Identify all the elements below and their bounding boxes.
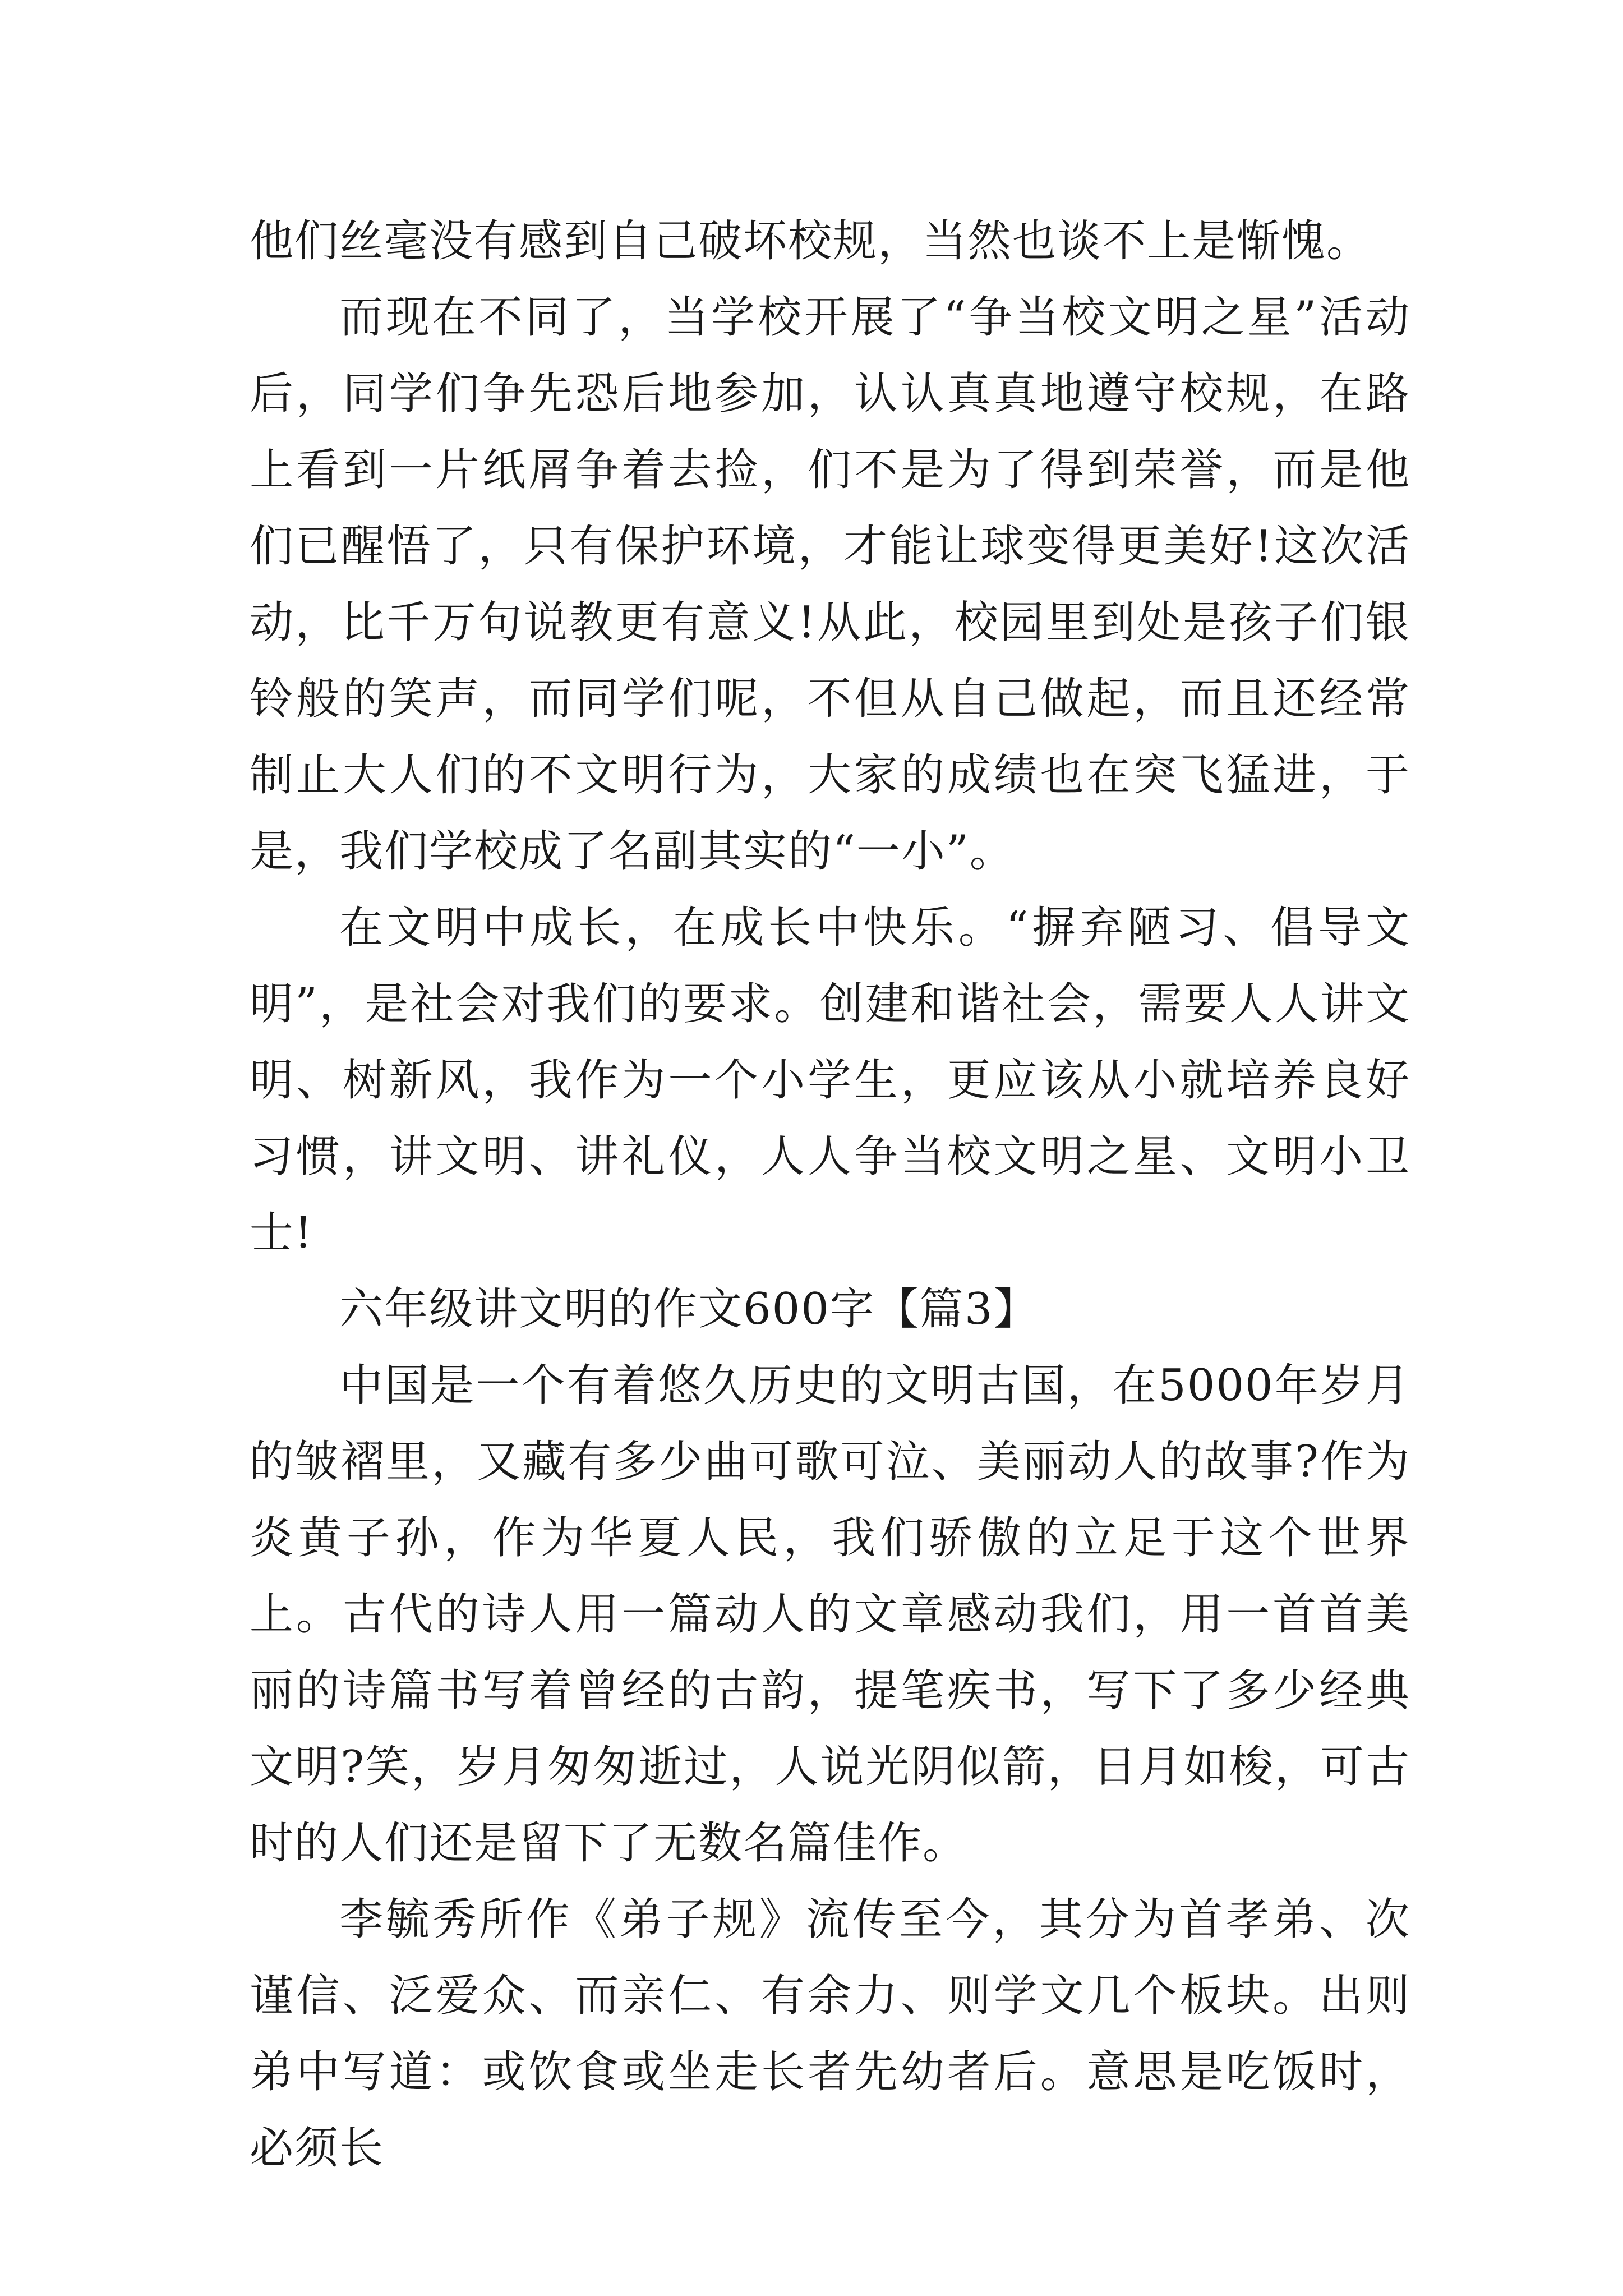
section-heading: 六年级讲文明的作文600字【篇3】 bbox=[339, 1284, 1039, 1335]
paragraph-dizigui: 李毓秀所作《弟子规》流传至今，其分为首孝弟、次谨信、泛爱众、而亲仁、有余力、则学文几个板块。出则弟中写道：或饮食或坐走长者先幼者后。意思是吃饭时，必须长 bbox=[250, 1894, 1410, 2174]
paragraph-activity: 而现在不同了，当学校开展了“争当校文明之星”活动后，同学们争先恐后地参加，认认真真地遵守校规，在路上看到一片纸屑争着去捡，们不是为了得到荣誉，而是他们已醒悟了，只有保护环境，才能让球变得更美好!这次活动，比千万句说教更有意义!从此，校园里到处是孩子们银铃般的笑声，而同学们呢，不但从自己做起，而且还经常制止大人们的不文明行为，大家的成绩也在突飞猛进，于是，我们学校成了名副其实的“一小”。 bbox=[250, 292, 1410, 877]
paragraph-continuation: 他们丝毫没有感到自己破坏校规，当然也谈不上是惭愧。 bbox=[250, 216, 1372, 266]
document-body bbox=[250, 203, 1410, 2187]
paragraph-conclusion: 在文明中成长，在成长中快乐。“摒弃陋习、倡导文明”，是社会对我们的要求。创建和谐社会，需要人人讲文明、树新风，我作为一个小学生，更应该从小就培养良好习惯，讲文明、讲礼仪，人人争当校文明之星、文明小卫士! bbox=[250, 903, 1410, 1258]
paragraph-china-history: 中国是一个有着悠久历史的文明古国，在5000年岁月的皱褶里，又藏有多少曲可歌可泣、美丽动人的故事?作为炎黄子孙，作为华夏人民，我们骄傲的立足于这个世界上。古代的诗人用一篇动人的文章感动我们，用一首首美丽的诗篇书写着曾经的古韵，提笔疾书，写下了多少经典文明?笑，岁月匆匆逝过，人说光阴似箭，日月如梭，可古时的人们还是留下了无数名篇佳作。 bbox=[250, 1360, 1410, 1869]
